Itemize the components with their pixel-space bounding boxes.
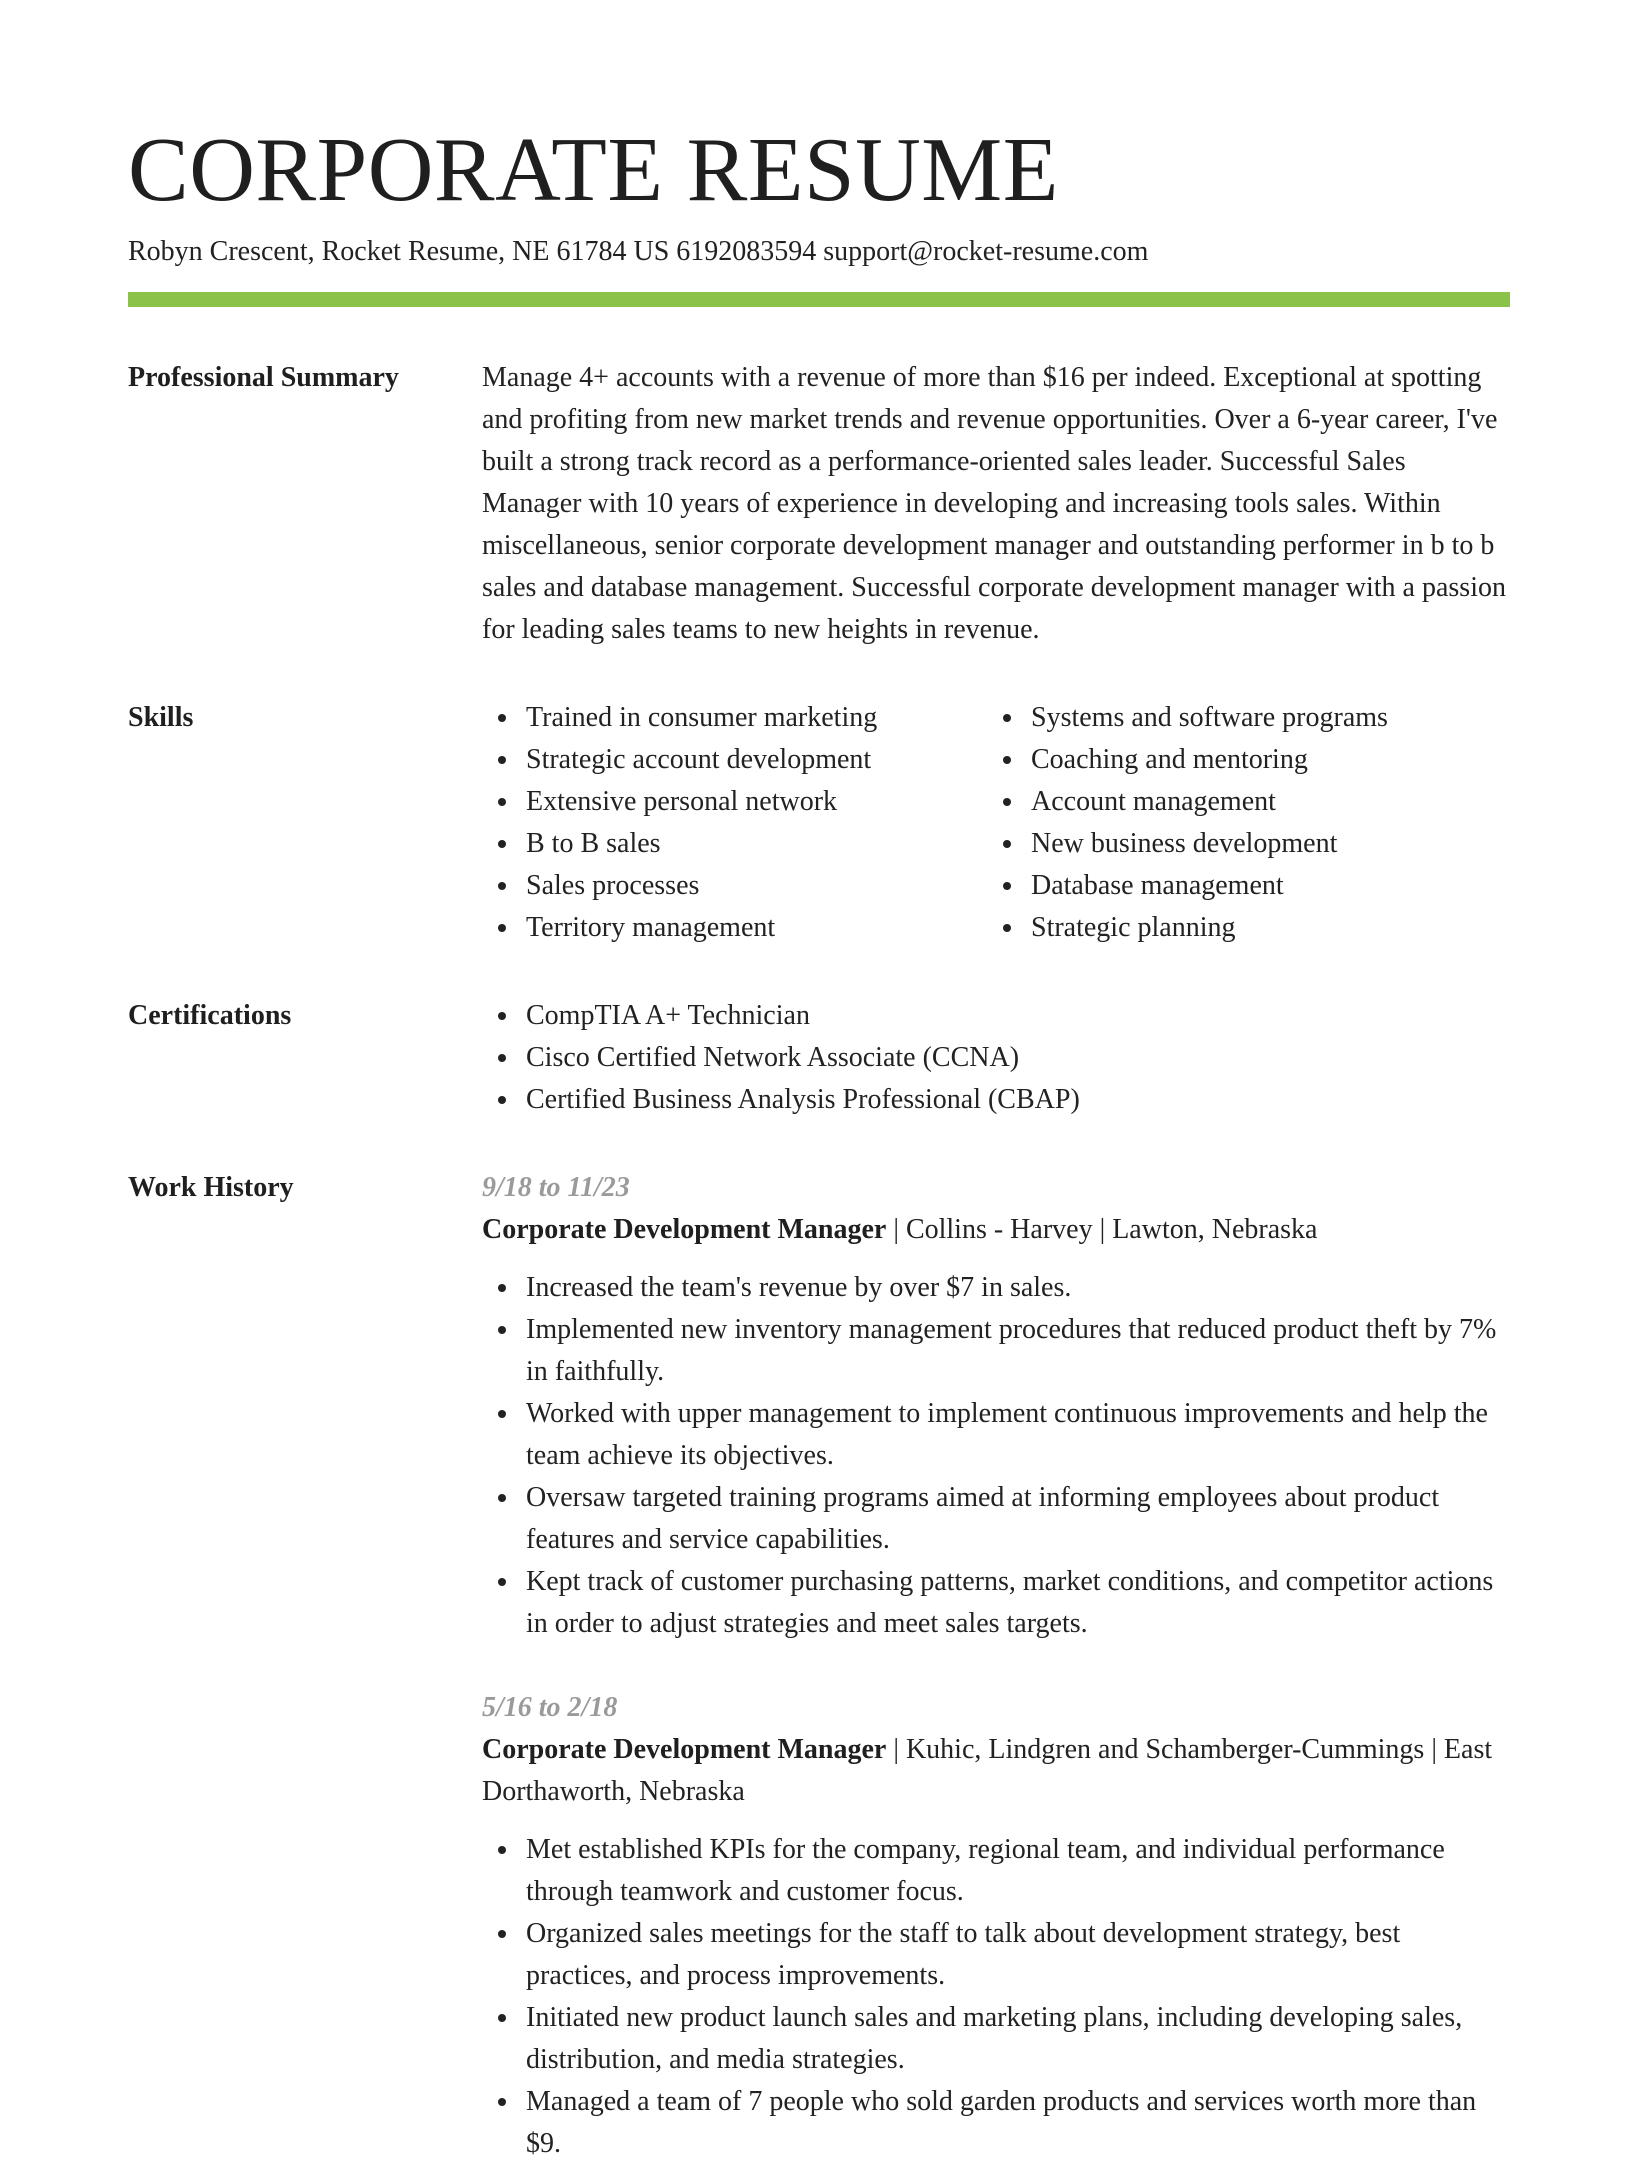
skill-item: Strategic planning bbox=[987, 907, 1492, 949]
certifications-list bbox=[482, 995, 1510, 1121]
skills-section bbox=[128, 697, 1510, 949]
section-label-certifications: Certifications bbox=[128, 1000, 292, 1031]
summary-section bbox=[128, 357, 1510, 651]
skill-item: Strategic account development bbox=[482, 739, 987, 781]
job-bullet: Initiated new product launch sales and marketing plans, including developing sales, distribution, and media strategies. bbox=[482, 1997, 1510, 2081]
skill-item: Territory management bbox=[482, 907, 987, 949]
job-dates: 5/16 to 2/18 bbox=[482, 1692, 618, 1723]
skill-item: Extensive personal network bbox=[482, 781, 987, 823]
work-history-body bbox=[482, 1167, 1510, 2165]
resume-title: CORPORATE RESUME bbox=[128, 119, 1059, 220]
skill-item: Account management bbox=[987, 781, 1492, 823]
skill-item: Systems and software programs bbox=[987, 697, 1492, 739]
job-title: Corporate Development Manager bbox=[482, 1734, 887, 1765]
section-label-summary: Professional Summary bbox=[128, 362, 399, 393]
job-bullet: Implemented new inventory management procedures that reduced product theft by 7% in faithfully. bbox=[482, 1309, 1510, 1393]
job-bullet: Oversaw targeted training programs aimed at informing employees about product features and service capabilities. bbox=[482, 1477, 1510, 1561]
job-dates: 9/18 to 11/23 bbox=[482, 1172, 630, 1203]
skill-item: New business development bbox=[987, 823, 1492, 865]
work-history-section bbox=[128, 1167, 1510, 2165]
certification-item: Certified Business Analysis Professional (CBAP) bbox=[482, 1079, 1510, 1121]
job-bullet: Organized sales meetings for the staff to talk about development strategy, best practices, and process improvements. bbox=[482, 1913, 1510, 1997]
section-label-work-history: Work History bbox=[128, 1172, 294, 1203]
certification-item: Cisco Certified Network Associate (CCNA) bbox=[482, 1037, 1510, 1079]
section-label-skills: Skills bbox=[128, 702, 194, 733]
job-bullet: Increased the team's revenue by over $7 in sales. bbox=[482, 1267, 1510, 1309]
summary-text: Manage 4+ accounts with a revenue of more than $16 per indeed. Exceptional at spotting and profiting from new market trends and revenue opportunities. Over a 6-year career, I've built a strong track record as a performance-oriented sales leader. Successful Sales Manager with 10 years of experience in developing and increasing tools sales. Within miscellaneous, senior corporate development manager and outstanding performer in b to b sales and database management. Successful corporate development manager with a passion for leading sales teams to new heights in revenue. bbox=[482, 362, 1506, 645]
certifications-section bbox=[128, 995, 1510, 1121]
job-bullet: Worked with upper management to implement continuous improvements and help the team achieve its objectives. bbox=[482, 1393, 1510, 1477]
skills-list-left bbox=[482, 697, 987, 949]
resume-page bbox=[128, 118, 1510, 2165]
job-entry bbox=[482, 1167, 1510, 1645]
skill-item: Coaching and mentoring bbox=[987, 739, 1492, 781]
job-title: Corporate Development Manager bbox=[482, 1214, 887, 1245]
job-bullet: Managed a team of 7 people who sold garden products and services worth more than $9. bbox=[482, 2081, 1510, 2165]
certification-item: CompTIA A+ Technician bbox=[482, 995, 1510, 1037]
job-entry bbox=[482, 1687, 1510, 2165]
job-heading bbox=[482, 1729, 1510, 1813]
job-bullets bbox=[482, 1267, 1510, 1645]
skill-item: Database management bbox=[987, 865, 1492, 907]
job-details: | Collins - Harvey | Lawton, Nebraska bbox=[886, 1214, 1318, 1245]
skills-body bbox=[482, 697, 1510, 949]
job-bullets bbox=[482, 1829, 1510, 2165]
skills-grid bbox=[482, 697, 1510, 949]
job-details: | Kuhic, Lindgren and Schamberger-Cummings | East Dorthaworth, Nebraska bbox=[482, 1734, 1493, 1807]
job-bullet: Met established KPIs for the company, regional team, and individual performance through teamwork and customer focus. bbox=[482, 1829, 1510, 1913]
job-bullet: Kept track of customer purchasing patterns, market conditions, and competitor actions in order to adjust strategies and meet sales targets. bbox=[482, 1561, 1510, 1645]
skill-item: Trained in consumer marketing bbox=[482, 697, 987, 739]
certifications-body bbox=[482, 995, 1510, 1121]
summary-body bbox=[482, 357, 1510, 651]
skill-item: B to B sales bbox=[482, 823, 987, 865]
skills-list-right bbox=[987, 697, 1492, 949]
job-heading bbox=[482, 1209, 1510, 1251]
accent-divider bbox=[128, 292, 1510, 307]
contact-line: Robyn Crescent, Rocket Resume, NE 61784 US 6192083594 support@rocket-resume.com bbox=[128, 236, 1149, 267]
skill-item: Sales processes bbox=[482, 865, 987, 907]
